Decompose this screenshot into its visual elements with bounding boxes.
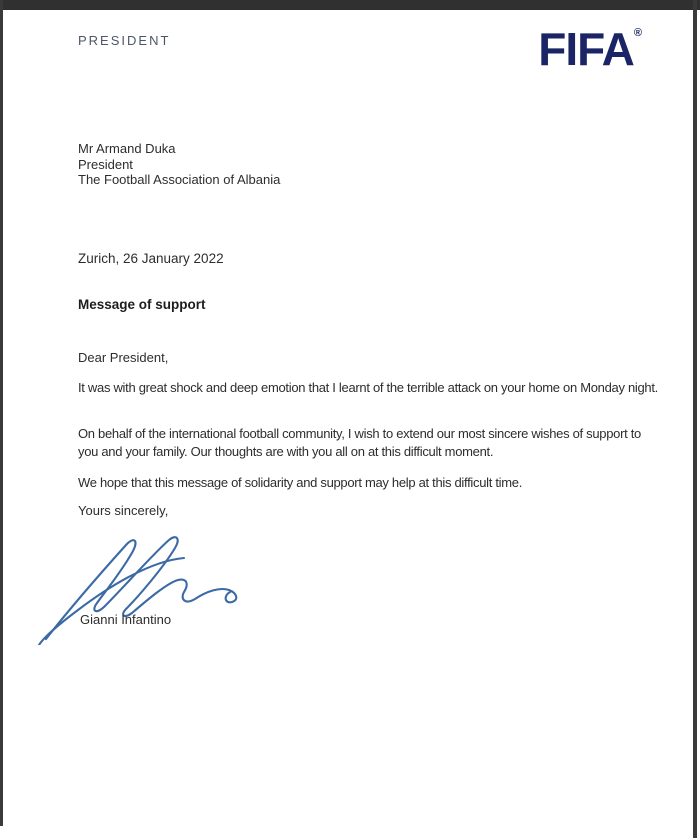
page-top-edge (0, 0, 700, 10)
recipient-address-block (78, 141, 280, 188)
subject-line: Message of support (78, 297, 206, 312)
signer-name: Gianni Infantino (80, 612, 172, 627)
closing-phrase: Yours sincerely, (78, 503, 169, 518)
registered-trademark-icon: ® (633, 27, 642, 39)
body-paragraph-1: It was with great shock and deep emotion that I learnt of the terrible attack on your home on Monday night. (78, 380, 658, 395)
body-paragraph-2: On behalf of the international football community, I wish to extend our most sincere wishes of support to you and your family. Our thoughts are with you all on at this difficult moment. (78, 426, 641, 459)
recipient-title: President (78, 156, 133, 172)
recipient-name: Mr Armand Duka (78, 141, 176, 156)
letterhead-department-label: PRESIDENT (78, 33, 171, 48)
dateline: Zurich, 26 January 2022 (78, 251, 224, 266)
recipient-organization: The Football Association of Albania (78, 172, 281, 187)
page-left-edge (0, 0, 3, 826)
page-right-edge (693, 0, 697, 838)
handwritten-signature-image (36, 527, 256, 645)
fifa-logo (538, 23, 642, 75)
fifa-logo-text: FIFA (538, 23, 634, 75)
salutation: Dear President, (78, 350, 169, 365)
body-paragraph-3: We hope that this message of solidarity and support may help at this difficult time. (78, 475, 523, 490)
